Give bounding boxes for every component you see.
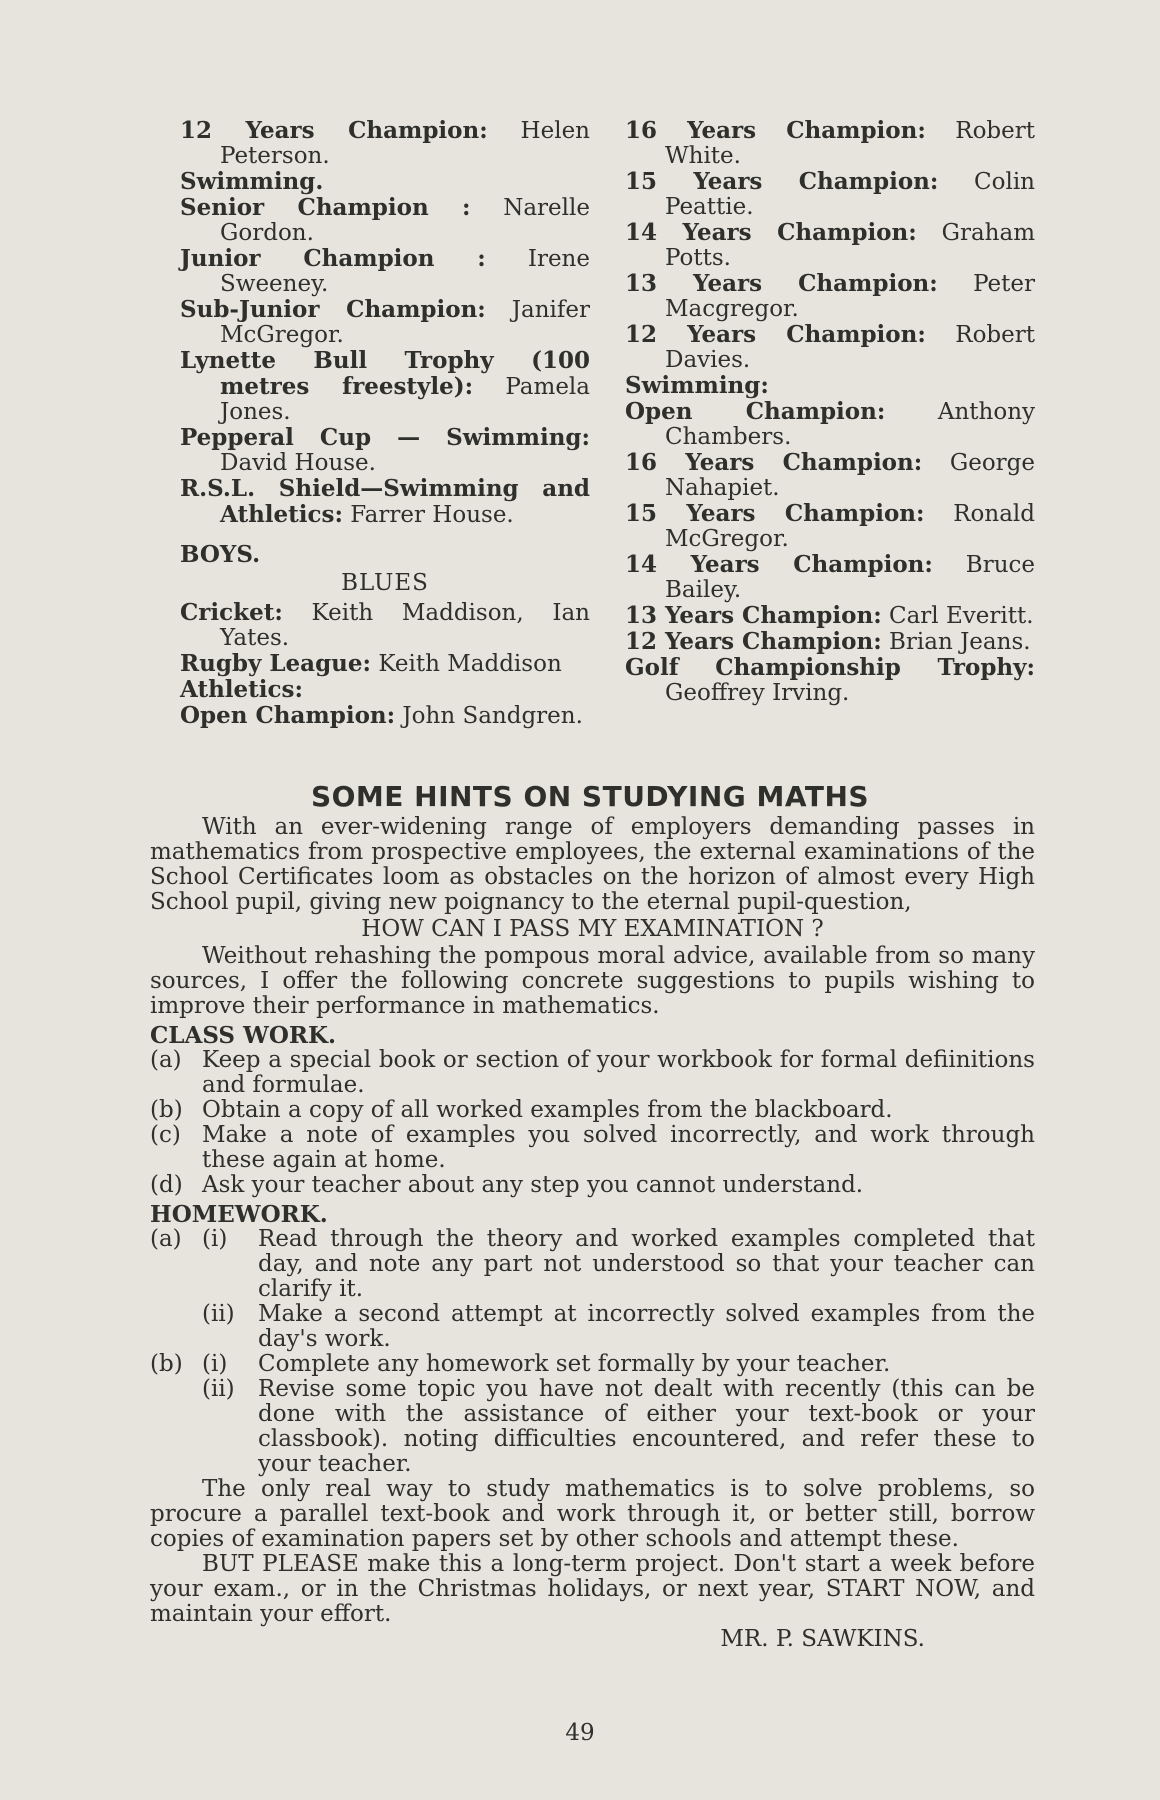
list-item: (ii) Revise some topic you have not dealt with recently (this can be done with the assistance of either your text-book or your classbook). noting difficulties encountered, and refer these to your teacher. bbox=[202, 1376, 1035, 1477]
award-entry: 12 Years Champion: Brian Jeans. bbox=[625, 628, 1031, 655]
award-entry: 12 Years Champion: Helen Peterson. bbox=[180, 117, 590, 169]
list-item: (a) Keep a special book or section of your workbook for formal defiinitions and formulae. bbox=[150, 1047, 1035, 1098]
award-entry: 13 Years Champion: Carl Everitt. bbox=[625, 602, 1034, 629]
award-entry: 14 Years Champion: Graham Potts. bbox=[625, 219, 1036, 271]
article-body bbox=[150, 815, 1035, 1652]
list-item: (b) Obtain a copy of all worked examples from the blackboard. bbox=[150, 1097, 893, 1123]
award-entry: Open Champion: John Sandgren. bbox=[180, 702, 583, 729]
boys-heading: BOYS. bbox=[180, 541, 261, 568]
award-entry: Athletics: bbox=[180, 676, 303, 703]
award-entry: 16 Years Champion: George Nahapiet. bbox=[625, 449, 1035, 501]
blues-heading: BLUES bbox=[341, 570, 429, 596]
award-entry: 15 Years Champion: Ronald McGregor. bbox=[625, 500, 1035, 552]
award-entry: R.S.L. Shield—Swimming and Athletics: Farrer House. bbox=[180, 475, 590, 528]
award-entry: Open Champion: Anthony Chambers. bbox=[625, 398, 1035, 450]
award-entry: Sub-Junior Champion: Janifer McGregor. bbox=[180, 296, 590, 348]
award-entry: 15 Years Champion: Colin Peattie. bbox=[625, 168, 1035, 220]
paragraph: Weithout rehashing the pompous moral advice, available from so many sources, I offer the following concrete suggestions to pupils wishing to improve their performance in mathematics. bbox=[150, 943, 1035, 1019]
award-entry: Swimming: bbox=[625, 372, 769, 399]
page-number: 49 bbox=[565, 1720, 595, 1746]
left-column bbox=[180, 118, 590, 729]
award-entry: Rugby League: Keith Maddison bbox=[180, 650, 562, 677]
right-column bbox=[625, 118, 1035, 706]
award-entry: Golf Championship Trophy: Geoffrey Irving. bbox=[625, 654, 1035, 706]
article-title: SOME HINTS ON STUDYING MATHS bbox=[310, 780, 870, 813]
signature: MR. P. SAWKINS. bbox=[720, 1626, 925, 1652]
paragraph: The only real way to study mathematics is to solve problems, so procure a parallel text-book and work through it, or better still, borrow copies of examination papers set by other schools and attempt these. bbox=[150, 1476, 1035, 1552]
list-item: (a) (i) Read through the theory and worked examples completed that day, and note any part not understood so that your teacher can clarify it. bbox=[150, 1226, 1035, 1302]
award-entry: Pepperal Cup — Swimming: David House. bbox=[180, 424, 590, 476]
award-entry: 13 Years Champion: Peter Macgregor. bbox=[625, 270, 1035, 322]
award-entry: Lynette Bull Trophy (100 metres freestyle): Pamela Jones. bbox=[180, 347, 590, 425]
list-item: (ii) Make a second attempt at incorrectly solved examples from the day's work. bbox=[202, 1301, 1035, 1352]
intro-paragraph: With an ever-widening range of employers demanding passes in mathematics from prospective employees, the external examinations of the School Certificates loom as obstacles on the horizon of almost every High School pupil, giving new poignancy to the eternal pupil-question, bbox=[150, 814, 1035, 915]
award-entry: Cricket: Keith Maddison, Ian Yates. bbox=[180, 599, 590, 651]
paragraph: BUT PLEASE make this a long-term project. Don't start a week before your exam., or in the Christmas holidays, or next year, START NOW, and maintain your effort. bbox=[150, 1551, 1035, 1627]
award-entry: Senior Champion : Narelle Gordon. bbox=[180, 194, 590, 246]
question-line: HOW CAN I PASS MY EXAMINATION ? bbox=[361, 916, 824, 942]
list-item: (c) Make a note of examples you solved incorrectly, and work through these again at home. bbox=[150, 1122, 1035, 1173]
award-entry: 12 Years Champion: Robert Davies. bbox=[625, 321, 1035, 373]
award-entry: Swimming. bbox=[180, 168, 324, 195]
class-work-heading: CLASS WORK. bbox=[150, 1022, 337, 1049]
award-entry: Junior Champion : Irene Sweeney. bbox=[180, 245, 590, 297]
award-entry: 16 Years Champion: Robert White. bbox=[625, 117, 1035, 169]
list-item: (d) Ask your teacher about any step you cannot understand. bbox=[150, 1172, 864, 1198]
list-item: (b) (i) Complete any homework set formally by your teacher. bbox=[150, 1351, 891, 1377]
homework-heading: HOMEWORK. bbox=[150, 1201, 328, 1228]
award-entry: 14 Years Champion: Bruce Bailey. bbox=[625, 551, 1036, 603]
